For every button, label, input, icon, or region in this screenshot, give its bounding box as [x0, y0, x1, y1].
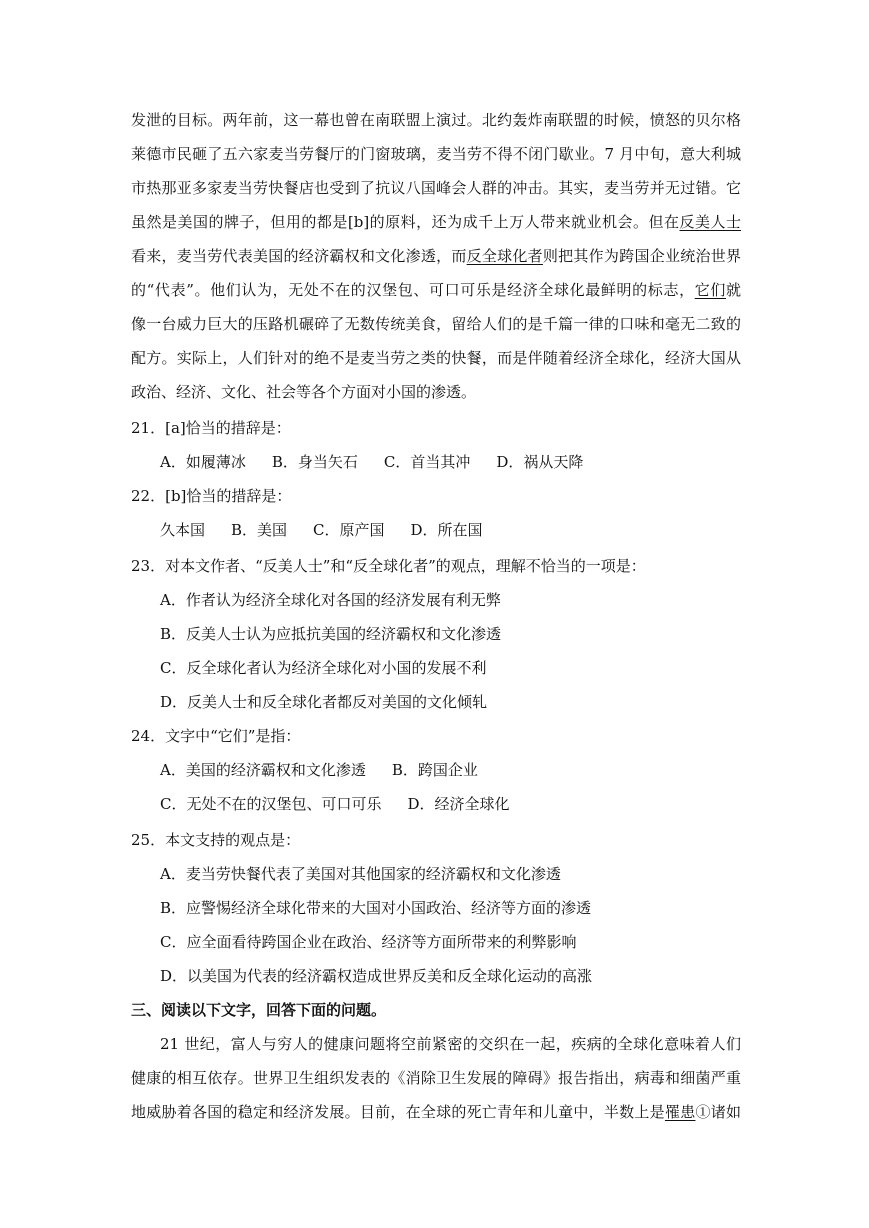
- option-d: D．祸从天降: [496, 453, 584, 471]
- option-b: B．美国: [231, 521, 288, 539]
- option-a: 久本国: [160, 521, 206, 539]
- passage-line: 政治、经济、文化、社会等各个方面对小国的渗透。: [131, 383, 477, 401]
- option-c: C．原产国: [313, 521, 385, 539]
- option-a: A．麦当劳快餐代表了美国对其他国家的经济霸权和文化渗透: [160, 865, 561, 883]
- passage-line: 21 世纪，富人与穷人的健康问题将空前紧密的交织在一起，疾病的全球化意味着人们: [160, 1035, 741, 1053]
- question-stem: 24．文字中“它们”是指：: [131, 727, 301, 745]
- underlined-term: 反美人士: [679, 213, 741, 231]
- question-options: [160, 760, 478, 780]
- question-options: [160, 452, 583, 472]
- option-c: C．反全球化者认为经济全球化对小国的发展不利: [160, 659, 487, 677]
- passage-line: 地威胁着各国的稳定和经济发展。目前，在全球的死亡青年和儿童中，半数上是罹患①诸如: [131, 1103, 741, 1121]
- option-b: B．跨国企业: [391, 761, 478, 779]
- option-b: B．反美人士认为应抵抗美国的经济霸权和文化渗透: [160, 625, 502, 643]
- question-options: [160, 794, 510, 814]
- passage-line: 看来，麦当劳代表美国的经济霸权和文化渗透，而反全球化者则把其作为跨国企业统治世界: [131, 247, 741, 265]
- option-d: D．反美人士和反全球化者都反对美国的文化倾轧: [160, 693, 488, 711]
- option-b: B．身当矢石: [271, 453, 358, 471]
- passage-line: 的“代表”。他们认为，无处不在的汉堡包、可口可乐是经济全球化最鲜明的标志，它们就: [131, 281, 741, 299]
- option-c: C．首当其冲: [383, 453, 471, 471]
- option-a: A．美国的经济霸权和文化渗透: [160, 761, 366, 779]
- underlined-term: 它们: [694, 281, 726, 299]
- option-a: A．作者认为经济全球化对各国的经济发展有利无弊: [160, 591, 501, 609]
- option-a: A．如履薄冰: [160, 453, 246, 471]
- question-options: [160, 520, 483, 540]
- option-d: D．所在国: [410, 521, 483, 539]
- passage-line: 虽然是美国的牌子，但用的都是[b]的原料，还为成千上万人带来就业机会。但在反美人士: [131, 213, 741, 231]
- passage-line: 像一台威力巨大的压路机碾碎了无数传统美食，留给人们的是千篇一律的口味和毫无二致的: [131, 315, 741, 333]
- question-stem: 23．对本文作者、“反美人士”和“反全球化者”的观点，理解不恰当的一项是：: [131, 557, 646, 575]
- option-b: B．应警惕经济全球化带来的大国对小国政治、经济等方面的渗透: [160, 899, 592, 917]
- option-d: D．以美国为代表的经济霸权造成世界反美和反全球化运动的高涨: [160, 967, 593, 985]
- option-c: C．无处不在的汉堡包、可口可乐: [160, 795, 382, 813]
- passage-line: 健康的相互依存。世界卫生组织发表的《消除卫生发展的障碍》报告指出，病毒和细菌严重: [131, 1069, 741, 1087]
- option-c: C．应全面看待跨国企业在政治、经济等方面所带来的利弊影响: [160, 933, 577, 951]
- question-stem: 21．[a]恰当的措辞是：: [131, 419, 291, 437]
- passage-line: 发泄的目标。两年前，这一幕也曾在南联盟上演过。北约轰炸南联盟的时候，愤怒的贝尔格: [131, 111, 741, 129]
- question-stem: 22．[b]恰当的措辞是：: [131, 487, 292, 505]
- passage-line: 市热那亚多家麦当劳快餐店也受到了抗议八国峰会人群的冲击。其实，麦当劳并无过错。它: [131, 179, 741, 197]
- passage-line: 莱德市民砸了五六家麦当劳餐厅的门窗玻璃，麦当劳不得不闭门歇业。7 月中旬，意大利城: [131, 145, 741, 163]
- question-stem: 25．本文支持的观点是：: [131, 831, 301, 849]
- underlined-term: 反全球化者: [466, 247, 543, 265]
- section-heading: 三、阅读以下文字，回答下面的问题。: [131, 1001, 387, 1019]
- option-d: D．经济全球化: [407, 795, 510, 813]
- passage-line: 配方。实际上，人们针对的绝不是麦当劳之类的快餐，而是伴随着经济全球化，经济大国从: [131, 349, 741, 367]
- underlined-term: 罹患: [664, 1103, 696, 1121]
